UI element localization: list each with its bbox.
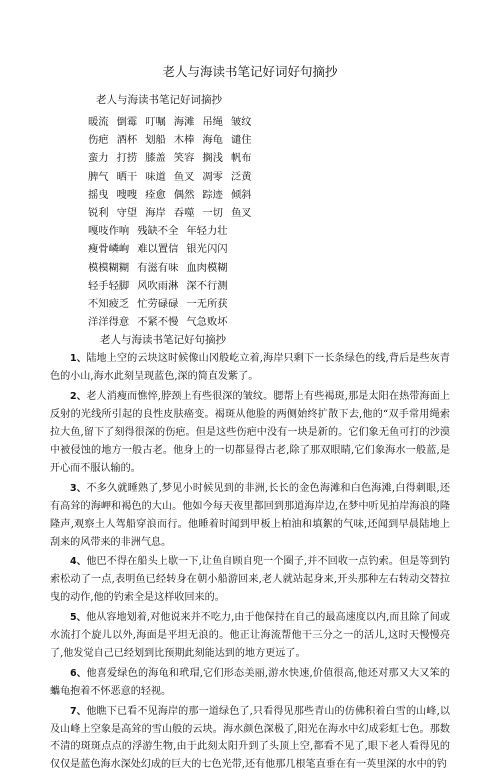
vocab-word: 忙劳碌碌 <box>137 298 179 311</box>
vocab-row <box>88 222 450 240</box>
vocab-word: 年轻力壮 <box>186 225 228 238</box>
paragraph-number: 5、 <box>70 612 87 624</box>
vocab-word: 洋洋得意 <box>88 316 130 329</box>
paragraph-text: 他瞧下已看不见海岸的那一道绿色了,只看得见那些青山的仿佛积着白雪的山峰,以及山峰上空象是高耸的雪山般的云块。海水颜色深极了,阳光在海水中幻成彩虹七色。那数不清的斑斑点点的浮游生物,由于此刻太阳升到了头顶上空,都看不见了,眼下老人看得见的仅仅是蓝色海水深处幻成的巨大的七色光带,还有他那几根笔直垂在有一英里深的水中的钓 <box>50 705 450 771</box>
vocab-word: 嗖嗖 <box>116 188 138 201</box>
vocab-word: 海滩 <box>173 116 195 128</box>
vocab-row <box>88 295 450 313</box>
sentence-paragraph <box>50 665 450 701</box>
vocab-word: 伤疤 <box>88 134 109 147</box>
document-title: 老人与海读书笔记好词好句摘抄 <box>162 64 338 79</box>
vocab-row <box>88 240 450 258</box>
vocab-word: 叮嘱 <box>145 116 166 128</box>
paragraph-number: 7、 <box>70 705 87 717</box>
vocab-word: 不紧不慢 <box>137 316 179 329</box>
vocab-word: 风吹雨淋 <box>137 279 179 292</box>
vocab-word: 味道 <box>145 170 166 183</box>
vocab-word: 海岸 <box>145 207 166 220</box>
vocab-word: 踪迹 <box>202 188 223 201</box>
vocab-word: 痊愈 <box>145 188 166 201</box>
vocab-word: 血肉模糊 <box>186 261 228 274</box>
vocab-word: 吊绳 <box>202 116 223 128</box>
sentence-paragraph <box>50 388 450 478</box>
vocab-word: 有滋有味 <box>137 261 179 274</box>
vocab-word: 深不行测 <box>186 279 228 292</box>
vocab-word: 蛮力 <box>88 152 109 165</box>
sentences-heading: 老人与海读书笔记好句摘抄 <box>100 334 226 347</box>
vocab-row <box>88 204 450 222</box>
sentence-paragraph <box>50 350 450 386</box>
sentence-paragraph <box>50 703 450 774</box>
vocab-row <box>88 131 450 149</box>
vocab-word: 笑容 <box>173 152 195 165</box>
paragraph-text: 不多久就睡熟了,梦见小时候见到的非洲,长长的金色海滩和白色海滩,白得刺眼,还有高耸的海岬和褐色的大山。他如今每天夜里都回到那道海岸边,在梦中听见拍岸海浪的隆隆声,观察土人驾船穿浪而行。他睡着时闻到甲板上柏油和填絮的气味,还闻到早晨陆地上刮来的风带来的非洲气息。 <box>50 482 450 548</box>
vocab-word: 暖流 <box>88 116 109 128</box>
vocab-word: 搁浅 <box>202 152 223 165</box>
vocab-word: 酒杯 <box>116 134 138 147</box>
vocab-word: 膝盖 <box>145 152 166 165</box>
vocab-row <box>88 149 450 167</box>
paragraph-number: 2、 <box>70 391 87 403</box>
vocab-word: 残缺不全 <box>137 225 179 238</box>
vocab-row <box>88 277 450 295</box>
paragraph-number: 4、 <box>70 556 87 568</box>
vocab-word: 嘎吱作响 <box>88 225 130 238</box>
vocab-word: 偶然 <box>173 188 195 201</box>
vocab-row <box>88 313 450 331</box>
paragraph-text: 陆地上空的云块这时候像山冈般屹立着,海岸只剩下一长条绿色的线,背后是些灰青色的小山,海水此刻呈现蓝色,深的简直发紫了。 <box>50 353 450 383</box>
sentence-paragraph <box>50 553 450 607</box>
vocab-word: 晒干 <box>116 170 138 183</box>
vocab-word: 模模糊糊 <box>88 261 130 274</box>
vocab-word: 木棒 <box>173 134 195 147</box>
sentence-list <box>50 350 450 774</box>
vocab-word: 脾气 <box>88 170 109 183</box>
vocab-word: 难以置信 <box>137 243 179 256</box>
vocab-word: 摇曳 <box>88 188 109 201</box>
vocab-row <box>88 186 450 204</box>
paragraph-text: 他巴不得在船头上歇一下,让鱼自顾自兜一个圈子,并不回收一点钓索。但是等到钓索松动了一点,表明鱼已经转身在朝小船游回来,老人就站起身来,开头那种左右转动交替拉曳的动作,他的钓索全是这样收回来的。 <box>50 556 450 604</box>
vocab-word: 气急败坏 <box>186 316 228 329</box>
vocab-row <box>88 259 450 277</box>
vocab-row <box>88 113 450 131</box>
paragraph-text: 老人消瘦而憔悴,脖颈上有些很深的皱纹。腮帮上有些褐斑,那是太阳在热带海面上反射的光线所引起的良性皮肤癌变。褐斑从他脸的两侧始终扩散下去,他的“双手常用绳索拉大鱼,留下了刻得很深的伤疤。但是这些伤疤中没有一块是新的。它们象无鱼可打的沙漠中被侵蚀的地方一般古老。他身上的一切都显得古老,除了那双眼睛,它们象海水一般蓝,是开心而不服认输的。 <box>50 391 450 474</box>
vocab-row <box>88 168 450 186</box>
vocab-word: 不知疲乏 <box>88 298 130 311</box>
vocab-word: 吞噬 <box>173 207 195 220</box>
vocab-word: 倒霉 <box>116 116 138 128</box>
vocab-word: 鱼叉 <box>230 207 252 220</box>
vocab-word: 银光闪闪 <box>186 243 228 256</box>
vocab-word: 凋零 <box>202 170 223 183</box>
vocab-word: 一切 <box>202 207 223 220</box>
vocab-word: 一无所获 <box>186 298 228 311</box>
sentence-paragraph <box>50 480 450 552</box>
vocab-word: 锐利 <box>88 207 109 220</box>
paragraph-number: 6、 <box>70 667 87 679</box>
vocab-word: 轻手轻脚 <box>88 279 130 292</box>
paragraph-number: 3、 <box>70 482 87 494</box>
vocab-word: 守望 <box>116 207 138 220</box>
vocab-word: 瘦骨嶙峋 <box>88 243 130 256</box>
paragraph-text: 他喜爱绿色的海龟和玳瑁,它们形态美丽,游水快速,价值很高,他还对那又大又笨的蠵龟抱着不怀恶意的轻视。 <box>50 667 450 697</box>
paragraph-number: 1、 <box>70 353 87 365</box>
vocab-word: 鱼叉 <box>173 170 195 183</box>
vocab-list <box>88 113 450 331</box>
vocab-word: 谴住 <box>230 134 252 147</box>
sentence-paragraph <box>50 609 450 663</box>
vocab-word: 海龟 <box>202 134 223 147</box>
vocab-word: 帆布 <box>230 152 252 165</box>
vocab-word: 皱纹 <box>230 116 252 128</box>
words-heading: 老人与海读书笔记好词摘抄 <box>96 94 222 106</box>
vocab-word: 划船 <box>145 134 166 147</box>
vocab-word: 打捞 <box>116 152 138 165</box>
paragraph-text: 他从容地划着,对他说来并不吃力,由于他保持在自己的最高速度以内,而且除了间或水流打个旋儿以外,海面是平坦无浪的。他正让海流帮他干三分之一的活儿,这时天慢慢亮了,他发觉自己已经划到比预期此刻能达到的地方更远了。 <box>50 612 450 659</box>
vocab-word: 泛黄 <box>230 170 252 183</box>
vocab-word: 倾斜 <box>230 188 252 201</box>
